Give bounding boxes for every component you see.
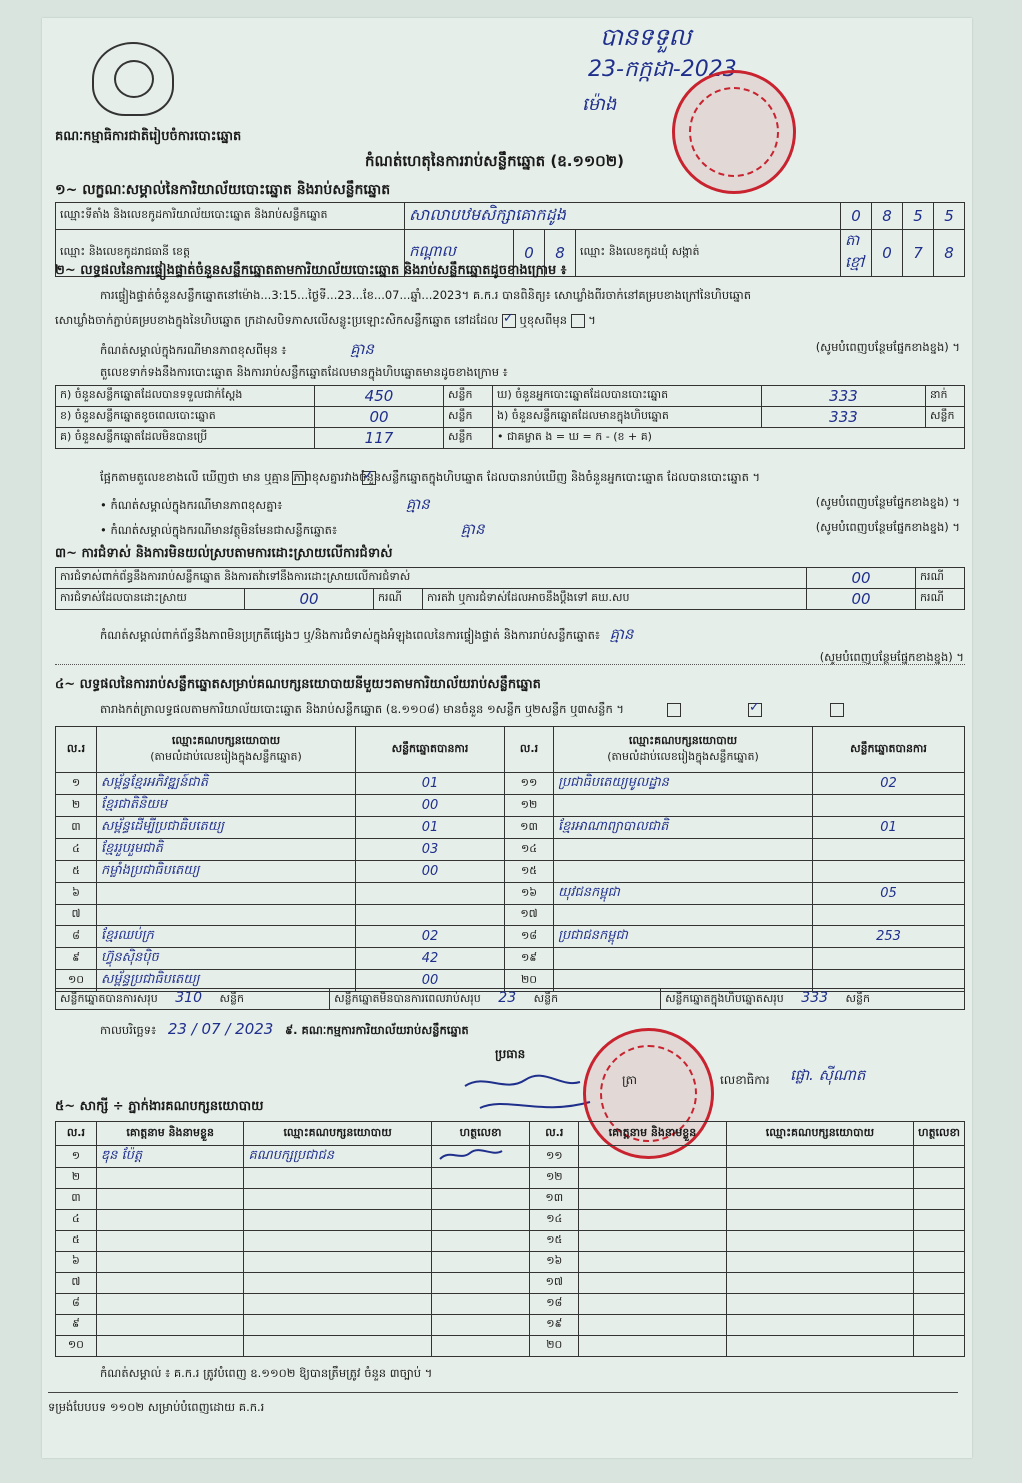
commune-name: តាខ្មៅ: [841, 230, 872, 277]
table-row: [56, 861, 965, 883]
figure-c-label: គ) ចំនួនសន្លឹកឆ្នោតដែលមិនបានប្រើ: [56, 428, 315, 449]
party-votes: 42: [356, 948, 505, 970]
witness-rows: [56, 1146, 965, 1357]
date-label: កាលបរិច្ឆេទ៖: [100, 1023, 157, 1037]
table-row: [56, 1273, 965, 1294]
objection-r3-value: 00: [807, 589, 916, 610]
footer-note: កំណត់សម្គាល់ ៖ គ.ក.រ ត្រូវបំពេញ ឧ.១១០២ ឱ្យបានត្រឹមត្រូវ ចំនួន ៣ច្បាប់ ។: [100, 1366, 433, 1380]
formula: • ជាគម្លាត ង = ឃ = ក - (ខ + គ): [493, 428, 965, 449]
note2-label: • កំណត់សម្គាល់ក្នុងករណីមានភាពខុសគ្នា៖: [100, 498, 283, 512]
witness-no: ៧: [56, 1273, 97, 1294]
party-no: ៨: [56, 926, 97, 948]
witness-name: ឌុន ប៉ែត្ត: [96, 1146, 244, 1168]
objection-r1-value: 00: [807, 568, 916, 589]
witness-party: [726, 1146, 913, 1168]
province-name: កណ្ដាល: [405, 230, 514, 277]
witness-signature: [431, 1315, 530, 1336]
witness-signature: [914, 1273, 965, 1294]
witness-no: ២: [56, 1168, 97, 1189]
party-votes: 01: [356, 817, 505, 839]
col-no-left: ល.រ: [56, 727, 97, 773]
party-no: ១០: [56, 970, 97, 992]
witness-col-name-right: គោត្តនាម និងនាមខ្លួន: [579, 1122, 727, 1146]
witness-signature: [914, 1168, 965, 1189]
witness-party: [244, 1294, 431, 1315]
witness-no: ១៩: [530, 1315, 579, 1336]
witness-party: [726, 1189, 913, 1210]
witness-no: ២០: [530, 1336, 579, 1357]
witness-signature: [431, 1210, 530, 1231]
witness-col-sign-right: ហត្ថលេខា: [914, 1122, 965, 1146]
nec-emblem-icon: [92, 42, 174, 116]
lock-line-tail: ឬខុសពីមុន: [519, 313, 567, 327]
section2-title: ២~ លទ្ធផលនៃការផ្ទៀងផ្ទាត់ចំនួនសន្លឹកឆ្នោតតាមការិយាល័យបោះឆ្នោត និងរាប់សន្លឹកឆ្នោតដូចខាងក្រោម ៖: [55, 263, 567, 278]
table-row: [56, 1336, 965, 1357]
witness-table: [55, 1121, 965, 1357]
has-difference-checkbox[interactable]: [292, 471, 306, 485]
party-votes: 05: [813, 883, 965, 905]
figure-a-label: ក) ចំនួនសន្លឹកឆ្នោតដែលបានទទួលជាក់ស្ដែង: [56, 386, 315, 407]
objection-r1-label: ការជំទាស់ពាក់ព័ន្ធនឹងការរាប់សន្លឹកឆ្នោត និងការតវ៉ាទៅនឹងការដោះស្រាយលើការជំទាស់: [56, 568, 807, 589]
witness-signature: [431, 1231, 530, 1252]
witness-name: [579, 1210, 727, 1231]
three-sheet-checkbox[interactable]: [830, 703, 844, 717]
secretary-signature: ផ្លោ. ស៊ីណាត: [790, 1066, 866, 1084]
table-row: [56, 1210, 965, 1231]
party-name: [554, 948, 813, 970]
witness-party: [726, 1294, 913, 1315]
figures-intro: តួលេខទាក់ទងនឹងការបោះឆ្នោត និងការរាប់សន្លឹកឆ្នោតដែលមានក្នុងហិបឆ្នោតមានដូចខាងក្រោម ៖: [100, 365, 508, 379]
station-code-1: 0: [841, 203, 872, 230]
party-votes: [813, 795, 965, 817]
party-name: សម្ព័ន្ធខ្មែរអភិវឌ្ឍន៍ជាតិ: [97, 773, 356, 795]
witness-name: [96, 1315, 244, 1336]
witness-signature: [914, 1189, 965, 1210]
chair-label: ប្រធាន: [495, 1047, 526, 1061]
objection-note-tail: (សូមបំពេញបន្ថែមផ្នែកខាងខ្នង) ។: [819, 650, 964, 664]
objection-r2-unit: ករណី: [374, 589, 423, 610]
total-valid-cell: [56, 989, 330, 1010]
witness-party: [726, 1168, 913, 1189]
party-no: ១១: [505, 773, 554, 795]
witness-col-sign-left: ហត្ថលេខា: [431, 1122, 530, 1146]
objection-r2-label: ការជំទាស់ដែលបានដោះស្រាយ: [56, 589, 245, 610]
party-votes: [813, 861, 965, 883]
witness-name: [96, 1210, 244, 1231]
witness-no: ១២: [530, 1168, 579, 1189]
lock-line: សោឃ្លាំងចាក់ភ្ជាប់គម្របខាងក្នុងនៃហិបឆ្នោត ក្រដាសបិទភាសលើសន្លូះប្រឡោះសិកសន្លឹកឆ្នោត នៅដដែល ✓ ឬខុសពីមុន ។: [55, 313, 596, 330]
objection-note-line: [100, 625, 633, 647]
footer-divider: [48, 1392, 958, 1393]
total-box-value: 333: [801, 990, 829, 1006]
commune-code-3: 8: [934, 230, 965, 277]
objection-note-value: គ្មាន: [609, 625, 634, 643]
witness-no: ៨: [56, 1294, 97, 1315]
witness-signature: [914, 1146, 965, 1168]
party-name: [97, 905, 356, 926]
table-row: [56, 1315, 965, 1336]
witness-party: [244, 1231, 431, 1252]
note1-tail: (សូមបំពេញបន្ថែមផ្នែកខាងខ្នង) ។: [815, 340, 960, 354]
table-row: [56, 839, 965, 861]
no-difference-checkbox[interactable]: [362, 471, 376, 485]
party-no: ១: [56, 773, 97, 795]
stamp-label: ត្រា: [622, 1073, 637, 1087]
witness-no: ១: [56, 1146, 97, 1168]
total-valid-value: 310: [175, 990, 202, 1006]
witness-name: [579, 1294, 727, 1315]
party-rows: [56, 773, 965, 992]
figure-c-unit: សន្លឹក: [444, 428, 493, 449]
verification-line: ការផ្ទៀងផ្ទាត់ចំនួនសន្លឹកឆ្នោតនៅម៉ោង...3:15...ថ្ងៃទី...23...ខែ...07...ឆ្នាំ...2023។ គ.ក.រ បានពិនិត្យ៖ សោឃ្លាំងពីរចាក់នៅគម្របខាងក្រៅនៃហិបឆ្នោត: [100, 288, 752, 302]
total-valid-unit: សន្លឹក: [219, 992, 244, 1005]
total-invalid-unit: សន្លឹក: [533, 992, 559, 1005]
witness-party: [244, 1315, 431, 1336]
note3-line: [100, 520, 960, 542]
party-votes: [813, 839, 965, 861]
table-row: [56, 817, 965, 839]
witness-no: ៤: [56, 1210, 97, 1231]
witness-name: [579, 1252, 727, 1273]
party-name: សម្ព័ន្ធប្រជាធិបតេយ្យ: [97, 970, 356, 992]
witness-party: គណបក្សប្រជាជន: [244, 1146, 431, 1168]
witness-party: [244, 1252, 431, 1273]
figure-e-value: 333: [762, 407, 926, 428]
figure-b-unit: សន្លឹក: [444, 407, 493, 428]
figure-e-label: ង) ចំនួនសន្លឹកឆ្នោតដែលមានក្នុងហិបឆ្នោត: [493, 407, 762, 428]
witness-name: [96, 1231, 244, 1252]
party-no: ៩: [56, 948, 97, 970]
party-name: ខ្មែររួបរួមជាតិ: [97, 839, 356, 861]
table-row: [56, 905, 965, 926]
witness-party: [726, 1252, 913, 1273]
witness-no: ១៨: [530, 1294, 579, 1315]
party-no: ៤: [56, 839, 97, 861]
note1-label: កំណត់សម្គាល់ក្នុងករណីមានភាពខុសពីមុន ៖: [100, 343, 287, 357]
col-party-left-sub: (តាមលំដាប់លេខរៀងក្នុងសន្លឹកឆ្នោត): [150, 749, 302, 763]
witness-name: [579, 1315, 727, 1336]
section4-intro: តារាងកត់ត្រាលទ្ធផលតាមការិយាល័យបោះឆ្នោត និងរាប់សន្លឹកឆ្នោត (ឧ.១១០៨) មានចំនួន ១សន្លឹក ឬ២សន្លឹក ឬ៣សន្លឹក ។: [100, 702, 624, 716]
note3-value: គ្មាន: [460, 520, 485, 538]
party-name: [554, 795, 813, 817]
difference-line: [100, 470, 760, 487]
witness-name: [579, 1168, 727, 1189]
witness-no: ១១: [530, 1146, 579, 1168]
party-no: ២០: [505, 970, 554, 992]
witness-no: ៦: [56, 1252, 97, 1273]
totals-table: [55, 988, 965, 1010]
table-row: [56, 795, 965, 817]
divider: [55, 664, 965, 665]
witness-name: [579, 1146, 727, 1168]
party-name: ប្រជាធិបតេយ្យមូលដ្ឋាន: [554, 773, 813, 795]
note1-value: គ្មាន: [350, 340, 374, 358]
witness-no: ១៤: [530, 1210, 579, 1231]
table-row: [56, 1231, 965, 1252]
party-votes: [356, 905, 505, 926]
col-party-left-title: ឈ្មោះគណបក្សនយោបាយ: [171, 733, 281, 747]
figure-b-label: ខ) ចំនួនសន្លឹកឆ្នោតខូចពេលបោះឆ្នោត: [56, 407, 315, 428]
total-invalid-label: សន្លឹកឆ្នោតមិនបានការពេលរាប់សរុប: [334, 992, 481, 1005]
party-name: [554, 839, 813, 861]
witness-no: ១៦: [530, 1252, 579, 1273]
objection-r2-value: 00: [245, 589, 374, 610]
party-no: ១៧: [505, 905, 554, 926]
witness-name: [96, 1336, 244, 1357]
figure-a-unit: សន្លឹក: [444, 386, 493, 407]
figure-d-unit: នាក់: [926, 386, 965, 407]
section3-title: ៣~ ការជំទាស់ និងការមិនយល់ស្របតាមការដោះស្រាយលើការជំទាស់: [55, 546, 393, 561]
party-votes: 01: [356, 773, 505, 795]
lock-line-text: សោឃ្លាំងចាក់ភ្ជាប់គម្របខាងក្នុងនៃហិបឆ្នោត ក្រដាសបិទភាសលើសន្លូះប្រឡោះសិកសន្លឹកឆ្នោត នៅដដែល: [55, 313, 499, 327]
figures-table: [55, 385, 965, 449]
party-votes: [813, 905, 965, 926]
party-votes: [813, 948, 965, 970]
province-label: ឈ្មោះ និងលេខកូដរាជធានី ខេត្ត: [56, 230, 405, 277]
witness-signature: [914, 1231, 965, 1252]
party-votes: 02: [356, 926, 505, 948]
objection-r3-unit: ករណី: [916, 589, 965, 610]
note1-line: [100, 340, 960, 362]
party-no: ១៥: [505, 861, 554, 883]
table-row: [56, 926, 965, 948]
objection-r3-label: ការតវ៉ា ឬការជំទាស់ដែលអាចនឹងប្ដឹងទៅ គឃ.សប: [423, 589, 807, 610]
secretary-label: លេខាធិការ: [720, 1073, 770, 1087]
total-invalid-value: 23: [498, 990, 517, 1006]
station-name: សាលាបឋមសិក្សាគោកដូង: [405, 203, 841, 230]
witness-name: [579, 1336, 727, 1357]
witness-col-party-right: ឈ្មោះគណបក្សនយោបាយ: [726, 1122, 913, 1146]
table-row: [56, 1168, 965, 1189]
witness-signature: [431, 1189, 530, 1210]
note2-tail: (សូមបំពេញបន្ថែមផ្នែកខាងខ្នង) ។: [815, 495, 960, 509]
party-name: [554, 905, 813, 926]
party-votes: 01: [813, 817, 965, 839]
witness-party: [244, 1210, 431, 1231]
witness-name: [96, 1252, 244, 1273]
witness-no: ១៥: [530, 1231, 579, 1252]
party-name: កម្លាំងប្រជាធិបតេយ្យ: [97, 861, 356, 883]
witness-no: ១៧: [530, 1273, 579, 1294]
witness-party: [244, 1168, 431, 1189]
witness-signature: [431, 1273, 530, 1294]
witness-col-no-left: ល.រ: [56, 1122, 97, 1146]
party-no: ៦: [56, 883, 97, 905]
commune-code-2: 7: [903, 230, 934, 277]
total-valid-label: សន្លឹកឆ្នោតបានការសរុប: [60, 992, 158, 1005]
objection-note-label: កំណត់សម្គាល់ពាក់ព័ន្ធនឹងភាពមិនប្រក្រតីផ្សេងៗ ឬ/និងការជំទាស់ក្នុងអំឡុងពេលនៃការផ្ទៀងផ្ទាត់ និងការរាប់សន្លឹកឆ្នោត៖: [100, 628, 600, 642]
commune-label: ឈ្មោះ និងលេខកូដឃុំ សង្កាត់: [576, 230, 841, 277]
table-row: [56, 1252, 965, 1273]
party-votes: 02: [813, 773, 965, 795]
party-no: ១៩: [505, 948, 554, 970]
handwritten-received: បានទទួល: [600, 23, 692, 51]
table-row: [56, 1294, 965, 1315]
party-no: ៣: [56, 817, 97, 839]
witness-signature: [431, 1336, 530, 1357]
party-votes: [356, 883, 505, 905]
figure-e-unit: សន្លឹក: [926, 407, 965, 428]
party-no: ១២: [505, 795, 554, 817]
province-code-1: 0: [514, 230, 545, 277]
witness-signature: [431, 1252, 530, 1273]
col-party-right-sub: (តាមលំដាប់លេខរៀងក្នុងសន្លឹកឆ្នោត): [607, 749, 759, 763]
witness-party: [244, 1273, 431, 1294]
section5-title: ៥~ សាក្សី ÷ ភ្នាក់ងារគណបក្សនយោបាយ: [55, 1099, 264, 1114]
witness-signature: [914, 1210, 965, 1231]
witness-signature-icon: [436, 1147, 506, 1163]
station-code-4: 5: [934, 203, 965, 230]
same-checkbox[interactable]: [502, 314, 516, 328]
official-stamp-top: [672, 70, 796, 194]
note3-label: • កំណត់សម្គាល់ក្នុងករណីមានវត្ថុមិនមែនជាសន្លឹកឆ្នោត៖: [100, 523, 338, 537]
witness-party: [244, 1336, 431, 1357]
col-party-right: [554, 727, 813, 773]
party-no: ៧: [56, 905, 97, 926]
party-no: ១៦: [505, 883, 554, 905]
total-box-cell: [661, 989, 965, 1010]
witness-name: [579, 1231, 727, 1252]
section1-title: ១~ លក្ខណៈសម្គាល់នៃការិយាល័យបោះឆ្នោត និងរាប់សន្លឹកឆ្នោត: [55, 182, 391, 198]
witness-col-name-left: គោត្តនាម និងនាមខ្លួន: [96, 1122, 244, 1146]
party-name: ហ៊្វុនស៊ិនប៉ិច: [97, 948, 356, 970]
party-no: ១៨: [505, 926, 554, 948]
figure-d-value: 333: [762, 386, 926, 407]
figure-a-value: 450: [315, 386, 444, 407]
total-invalid-cell: [330, 989, 661, 1010]
witness-party: [726, 1231, 913, 1252]
witness-name: [96, 1189, 244, 1210]
witness-no: ៩: [56, 1315, 97, 1336]
party-name: [554, 861, 813, 883]
note3-tail: (សូមបំពេញបន្ថែមផ្នែកខាងខ្នង) ។: [815, 520, 960, 534]
witness-name: [579, 1273, 727, 1294]
witness-no: ៥: [56, 1231, 97, 1252]
witness-no: ៣: [56, 1189, 97, 1210]
date-line: [100, 1020, 469, 1040]
witness-name: [96, 1168, 244, 1189]
section4-title: ៤~ លទ្ធផលនៃការរាប់សន្លឹកឆ្នោតសម្រាប់គណបក្សនយោបាយនីមួយៗតាមការិយាល័យរាប់សន្លឹកឆ្នោត: [55, 677, 541, 692]
page-title: កំណត់ហេតុនៃការរាប់សន្លឹកឆ្នោត (ឧ.១១០២): [365, 152, 625, 170]
witness-no: ១០: [56, 1336, 97, 1357]
two-sheet-checkbox[interactable]: [748, 703, 762, 717]
witness-signature: [914, 1252, 965, 1273]
station-code-2: 8: [872, 203, 903, 230]
note2-value: គ្មាន: [405, 495, 430, 513]
witness-signature: [914, 1315, 965, 1336]
witness-signature: [914, 1336, 965, 1357]
witness-no: ១៣: [530, 1189, 579, 1210]
party-name: ខ្មែរអាណាព្យាបាលជាតិ: [554, 817, 813, 839]
station-label: ឈ្មោះទីតាំង និងលេខកូដការិយាល័យបោះឆ្នោត និងរាប់សន្លឹកឆ្នោត: [56, 203, 405, 230]
witness-party: [726, 1315, 913, 1336]
witness-signature: [914, 1294, 965, 1315]
col-votes-left: សន្លឹកឆ្នោតបានការ: [356, 727, 505, 773]
handwritten-date: 23-កក្កដា-2023: [588, 57, 737, 82]
party-no: ២: [56, 795, 97, 817]
witness-party: [726, 1273, 913, 1294]
table-row: [56, 1189, 965, 1210]
party-votes: 253: [813, 926, 965, 948]
party-name: ខ្មែរឈប់ក្រ: [97, 926, 356, 948]
station-code-3: 5: [903, 203, 934, 230]
party-votes: 00: [356, 861, 505, 883]
party-name: សម្ព័ន្ធដើម្បីប្រជាធិបតេយ្យ: [97, 817, 356, 839]
witness-name: [96, 1294, 244, 1315]
handwritten-time: ម៉ោង: [582, 94, 617, 115]
province-code-2: 8: [545, 230, 576, 277]
table-row: [56, 773, 965, 795]
party-votes: 03: [356, 839, 505, 861]
difference-text: ផ្អែកតាមតួលេខខាងលើ ឃើញថា មាន ឬគ្មាន ភាពខុសគ្នារវាងចំនួនសន្លឹកឆ្នោតក្នុងហិបឆ្នោត ដែលបានរាប់ឃើញ និងចំនួនអ្នកបោះឆ្នោត ដែលបានបោះឆ្នោត ។: [100, 470, 761, 484]
total-box-unit: សន្លឹក: [845, 992, 870, 1005]
col-no-right: ល.រ: [505, 727, 554, 773]
figure-b-value: 00: [315, 407, 444, 428]
commission-name: គណៈកម្មាធិការជាតិរៀបចំការបោះឆ្នោត: [55, 129, 242, 144]
party-name: ខ្មែរជាតិនិយម: [97, 795, 356, 817]
witness-name: [579, 1189, 727, 1210]
witness-party: [726, 1210, 913, 1231]
total-box-label: សន្លឹកឆ្នោតក្នុងហិបឆ្នោតសរុប: [665, 992, 784, 1005]
witness-signature: [431, 1146, 530, 1168]
committee-label: ៩. គណៈកម្មការការិយាល័យរាប់សន្លឹកឆ្នោត: [285, 1023, 469, 1037]
figure-d-label: ឃ) ចំនួនអ្នកបោះឆ្នោតដែលបានបោះឆ្នោត: [493, 386, 762, 407]
table-row: [56, 948, 965, 970]
party-no: ១៤: [505, 839, 554, 861]
objections-table: [55, 567, 965, 610]
witness-signature: [431, 1168, 530, 1189]
col-party-right-title: ឈ្មោះគណបក្សនយោបាយ: [628, 733, 738, 747]
party-name: [97, 883, 356, 905]
party-results-table: [55, 726, 965, 992]
party-name: យុវជនកម្ពុជា: [554, 883, 813, 905]
witness-name: [96, 1273, 244, 1294]
party-no: ៥: [56, 861, 97, 883]
different-checkbox[interactable]: [571, 314, 585, 328]
witness-party: [726, 1336, 913, 1357]
party-name: ប្រជាជនកម្ពុជា: [554, 926, 813, 948]
witness-signature: [431, 1294, 530, 1315]
figure-c-value: 117: [315, 428, 444, 449]
commune-code-1: 0: [872, 230, 903, 277]
col-party-left: [97, 727, 356, 773]
witness-col-no-right: ល.រ: [530, 1122, 579, 1146]
table-row: [56, 883, 965, 905]
footer-ref: ទម្រង់បែបបទ ១១០២ សម្រាប់បំពេញដោយ គ.ក.រ: [48, 1400, 265, 1414]
note2-line: [100, 495, 960, 517]
one-sheet-checkbox[interactable]: [667, 703, 681, 717]
table-row: [56, 1146, 965, 1168]
date-value: 23 / 07 / 2023: [167, 1020, 274, 1038]
party-votes: 00: [356, 795, 505, 817]
witness-party: [244, 1189, 431, 1210]
col-votes-right: សន្លឹកឆ្នោតបានការ: [813, 727, 965, 773]
party-no: ១៣: [505, 817, 554, 839]
objection-r1-unit: ករណី: [916, 568, 965, 589]
party-votes: 00: [356, 970, 505, 992]
witness-col-party-left: ឈ្មោះគណបក្សនយោបាយ: [244, 1122, 431, 1146]
